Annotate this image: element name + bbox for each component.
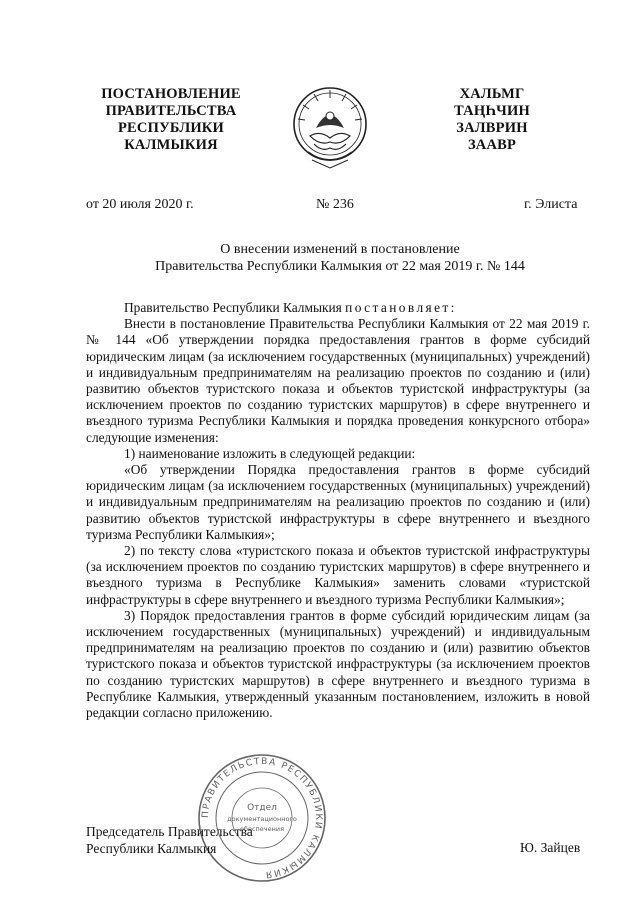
issuer-title-line: КАЛМЫКИЯ: [124, 137, 218, 153]
item-1: 1) наименование изложить в следующей редакции:: [124, 445, 416, 461]
stamp-inner-line: документационного: [227, 815, 297, 823]
stamp-inner-line: обеспечения: [239, 825, 285, 833]
intro-paragraph: [86, 300, 590, 316]
item-2: 2) по тексту слова «туристского показа и объектов туристской инфраструктуры (за исключением проектов по созданию туристских маршрутов) в сфере внутреннего и въездного туризма в Республике Калмыкия» заменить словами «туристской инфраструктуры в сфере внутреннего и въездного туризма Республики Калмыкия»;: [86, 543, 590, 607]
document-number: № 236: [316, 197, 354, 212]
subject-line: Правительства Республики Калмыкия от 22 мая 2019 г. № 144: [155, 258, 525, 274]
signatory-title: [86, 823, 253, 857]
document-date: от 20 июля 2020 г.: [86, 197, 194, 212]
signatory-title-line: Республики Калмыкия: [86, 841, 217, 856]
issuer-title-line: ТАҢҺЧИН: [454, 103, 530, 119]
stamp-inner-line: Отдел: [247, 803, 277, 813]
document-subject: [120, 242, 560, 275]
issuer-title-line: ЗАЛВРИН: [456, 120, 528, 136]
signatory-title-line: Председатель Правительства: [86, 824, 253, 839]
issuer-title-line: ПРАВИТЕЛЬСТВА: [105, 103, 237, 119]
document-body: [86, 300, 590, 721]
issuer-title-line: РЕСПУБЛИКИ: [117, 120, 225, 136]
item-3: 3) Порядок предоставления грантов в форме субсидий юридическим лицам (за исключением государственных (муниципальных) учреждений) и индивидуальным предпринимателям на реализацию проектов по созданию и (или) развитию объектов туристского показа и объектов туристской инфраструктуры (за исключением проектов по созданию туристских маршрутов) в сфере внутреннего и въездного туризма в Республике Калмыкия, утвержденный указанным постановлением, изложить в новой редакции согласно приложению.: [86, 607, 590, 721]
official-stamp: [196, 752, 328, 884]
subject-line: О внесении изменений в постановление: [220, 242, 460, 257]
document-city: г. Элиста: [524, 197, 578, 212]
signatory-name: Ю. Зайцев: [520, 840, 581, 855]
paragraph-main: Внести в постановление Правительства Республики Калмыкия от 22 мая 2019 г. № 144 «Об утверждении порядка предоставления грантов в форме субсидий юридическим лицам (за исключением государственных (муниципальных) учреждений) и индивидуальным предпринимателям на реализацию проектов по созданию и (или) развитию объектов туристского показа и объектов туристской инфраструктуры (за исключением проектов по созданию туристских маршрутов) в сфере внутреннего и въездного туризма Республики Калмыкия и порядка проведения конкурсного отбора» следующие изменения:: [86, 316, 590, 445]
issuer-title-line: ХАЛЬМГ: [459, 86, 525, 102]
issuer-title-line: ПОСТАНОВЛЕНИЕ: [101, 86, 241, 102]
item-1-quote: «Об утверждении Порядка предоставления грантов в форме субсидий юридическим лицам (за исключением государственных (муниципальных) учреждений) и индивидуальным предпринимателям на реализацию проектов по созданию и (или) развитию объектов туристской инфраструктуры в сфере внутреннего и въездного туризма Республики Калмыкия»;: [86, 462, 590, 542]
issuer-title-kalmyk: [432, 86, 552, 154]
issuer-title-line: ЗААВР: [467, 137, 517, 153]
intro-lead: Правительство Республики Калмыкия: [124, 300, 342, 315]
kalmykia-emblem-icon: [288, 78, 372, 174]
issuer-title-russian: [86, 86, 256, 154]
stamp-outer-text: ПРАВИТЕЛЬСТВА РЕСПУБЛИКИ КАЛМЫКИЯ: [200, 756, 324, 880]
intro-verb: постановляет:: [345, 300, 457, 315]
